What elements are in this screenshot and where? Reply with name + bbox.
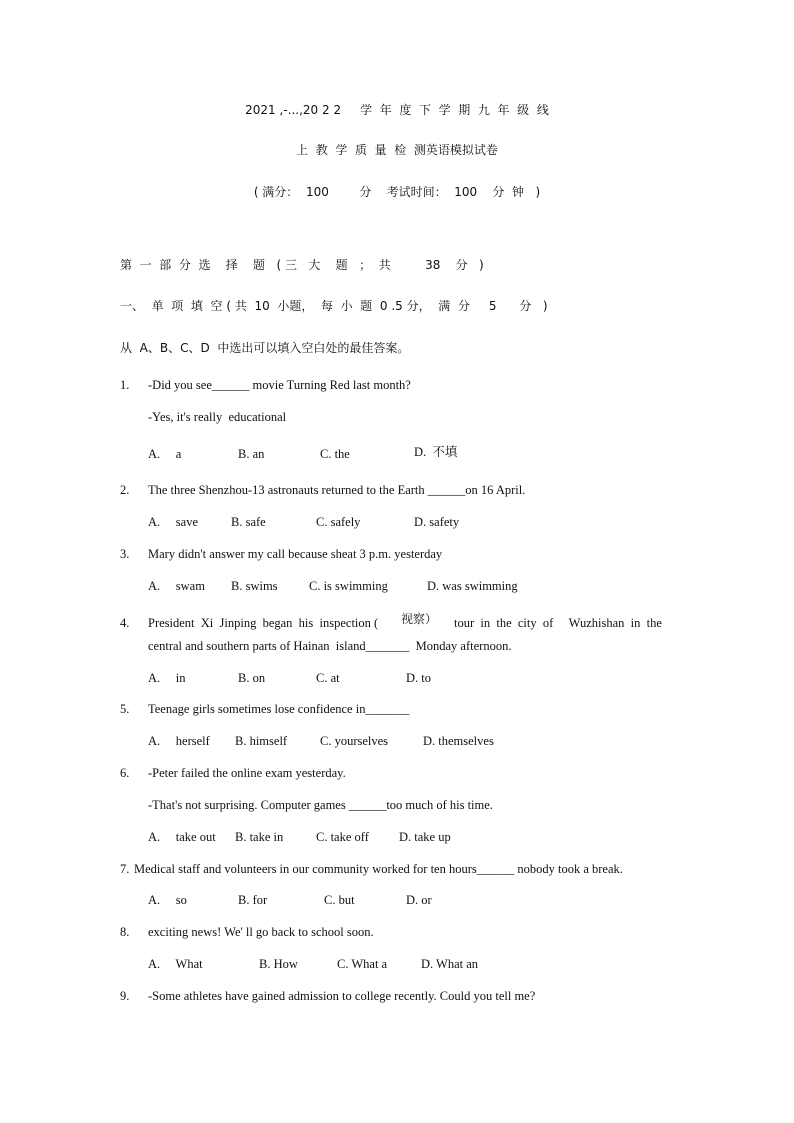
- option-a[interactable]: A. a: [148, 447, 182, 461]
- question-number: 5.: [120, 702, 130, 716]
- option-b[interactable]: B. an: [238, 447, 265, 461]
- option-b[interactable]: B. take in: [235, 830, 284, 844]
- option-c[interactable]: C. the: [320, 447, 350, 461]
- option-d[interactable]: D. What an: [421, 957, 479, 971]
- part-title: 第 一 部 分 选 择 题 ( 三 大 题 ； 共 38 分 ): [120, 258, 484, 272]
- question-text-line2: -Yes, it's really educational: [148, 410, 287, 424]
- question-text: Medical staff and volunteers in our community worked for ten hours______ nobody took a break.: [134, 862, 623, 876]
- option-c[interactable]: C. What a: [337, 957, 388, 971]
- option-d[interactable]: D. take up: [399, 830, 451, 844]
- exam-title-line2: 上 教 学 质 量 检 测英语模拟试卷: [296, 143, 498, 157]
- question-text: The three Shenzhou-13 astronauts returned to the Earth ______on 16 April.: [148, 483, 526, 497]
- option-a[interactable]: A. What: [148, 957, 203, 971]
- question-number: 3.: [120, 547, 130, 561]
- option-b[interactable]: B. on: [238, 671, 266, 685]
- question-number: 4.: [120, 616, 130, 630]
- question-number: 8.: [120, 925, 130, 939]
- option-b[interactable]: B. safe: [231, 515, 266, 529]
- option-a[interactable]: A. in: [148, 671, 186, 685]
- option-a[interactable]: A. herself: [148, 734, 210, 748]
- question-number: 9.: [120, 989, 130, 1003]
- option-d[interactable]: D. was swimming: [427, 579, 518, 593]
- option-a[interactable]: A. take out: [148, 830, 216, 844]
- option-c[interactable]: C. yourselves: [320, 734, 389, 748]
- question-text: -Did you see______ movie Turning Red last month?: [148, 378, 411, 392]
- option-b[interactable]: B. himself: [235, 734, 288, 748]
- option-d[interactable]: D. or: [406, 893, 432, 907]
- question-number: 1.: [120, 378, 130, 392]
- option-a[interactable]: A. so: [148, 893, 187, 907]
- question-text: Mary didn't answer my call because sheat 3 p.m. yesterday: [148, 547, 443, 561]
- question-text: exciting news! We' ll go back to school soon.: [148, 925, 374, 939]
- option-c[interactable]: C. take off: [316, 830, 369, 844]
- question-note: 视察）: [401, 612, 438, 626]
- question-text: President Xi Jinping began his inspection (: [148, 616, 379, 630]
- option-c[interactable]: C. safely: [316, 515, 361, 529]
- option-b[interactable]: B. How: [259, 957, 298, 971]
- option-b[interactable]: B. for: [238, 893, 268, 907]
- question-number: 6.: [120, 766, 130, 780]
- question-text: -Peter failed the online exam yesterday.: [148, 766, 346, 780]
- question-text-cont: tour in the city of Wuzhishan in the: [454, 616, 662, 630]
- option-d[interactable]: D. to: [406, 671, 431, 685]
- exam-score-time: ( 满分： 100 分 考试时间： 100 分 钟 ): [253, 185, 541, 199]
- section-title: 一、 单 项 填 空 ( 共 10 小题， 每 小 题 0 .5 分， 满 分 5 分 ): [120, 299, 548, 313]
- question-number: 2.: [120, 483, 130, 497]
- question-text-line2: -That's not surprising. Computer games ______too much of his time.: [148, 798, 493, 812]
- option-a[interactable]: A. save: [148, 515, 198, 529]
- option-c[interactable]: C. at: [316, 671, 340, 685]
- option-a[interactable]: A. swam: [148, 579, 205, 593]
- question-text: Teenage girls sometimes lose confidence in_______: [148, 702, 410, 716]
- option-c[interactable]: C. but: [324, 893, 355, 907]
- option-c[interactable]: C. is swimming: [309, 579, 388, 593]
- option-d[interactable]: D. 不填: [414, 445, 458, 459]
- option-d[interactable]: D. safety: [414, 515, 460, 529]
- exam-title-line1: 2021 ,-...,20 2 2 学 年 度 下 学 期 九 年 级 线: [245, 103, 549, 117]
- question-number: 7.: [120, 862, 130, 876]
- option-b[interactable]: B. swims: [231, 579, 278, 593]
- question-text-line2: central and southern parts of Hainan island_______ Monday afternoon.: [148, 639, 512, 653]
- instruction: 从 A、B、C、D 中选出可以填入空白处的最佳答案。: [120, 341, 410, 355]
- question-text: -Some athletes have gained admission to college recently. Could you tell me?: [148, 989, 536, 1003]
- option-d[interactable]: D. themselves: [423, 734, 494, 748]
